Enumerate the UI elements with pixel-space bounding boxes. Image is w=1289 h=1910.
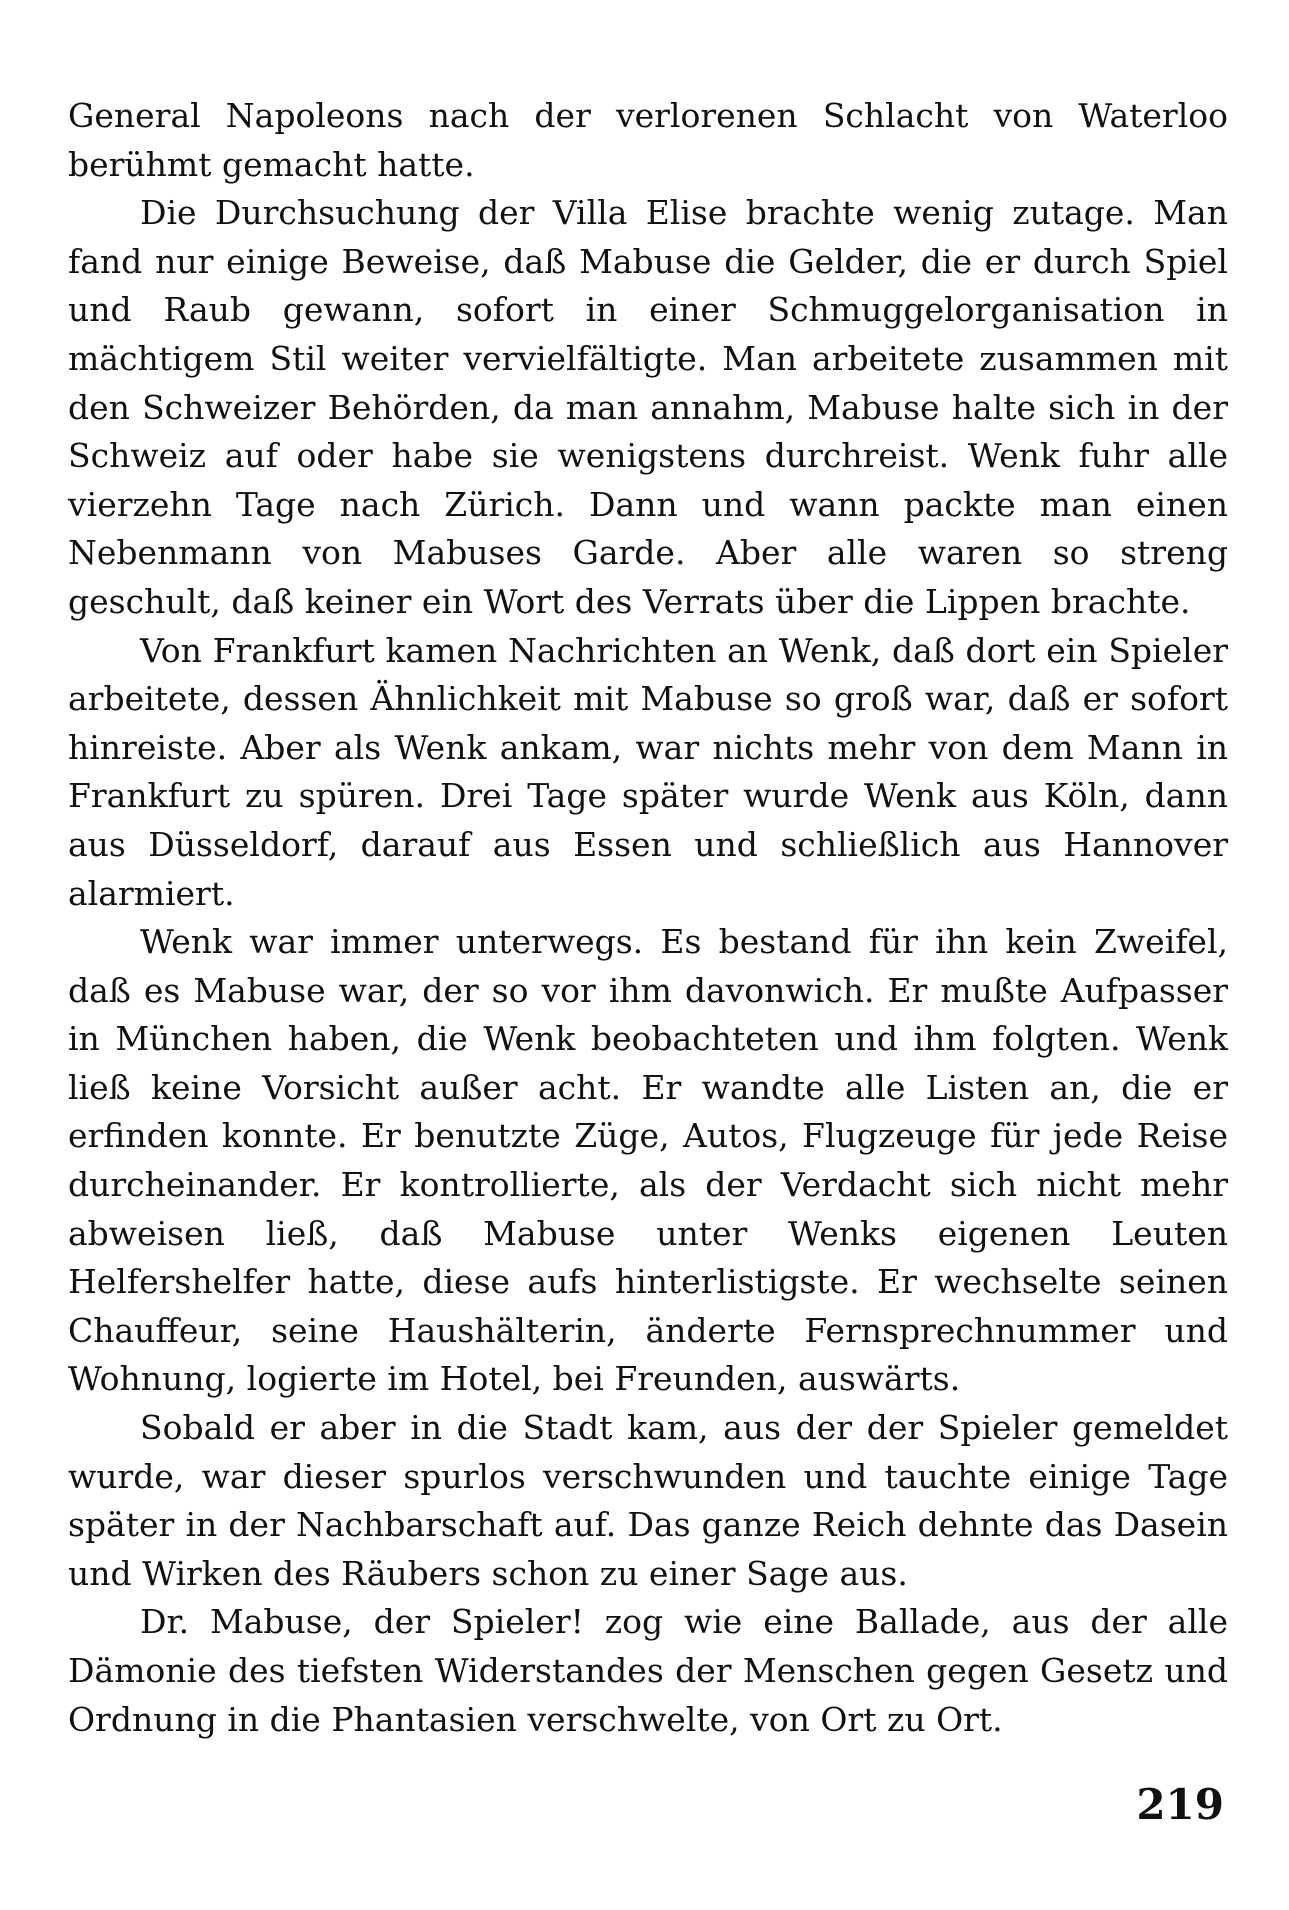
paragraph-5: Sobald er aber in die Stadt kam, aus der der Spieler gemeldet wurde, war dieser spurlos verschwunden und tauchte einige Tage später in der Nachbarschaft auf. Das ganze Reich dehnte das Dasein und Wirken des Räubers schon zu einer Sage aus. bbox=[68, 1408, 1228, 1593]
body-text bbox=[68, 92, 1228, 1744]
paragraph-6: Dr. Mabuse, der Spieler! zog wie eine Ballade, aus der alle Dämonie des tiefsten Widerstandes der Menschen gegen Gesetz und Ordnung in die Phantasien verschwelte, von Ort zu Ort. bbox=[68, 1602, 1228, 1739]
paragraph-3: Von Frankfurt kamen Nachrichten an Wenk, daß dort ein Spieler arbeitete, dessen Ähnlichkeit mit Mabuse so groß war, daß er sofort hinreiste. Aber als Wenk ankam, war nichts mehr von dem Mann in Frankfurt zu spüren. Drei Tage später wurde Wenk aus Köln, dann aus Düsseldorf, darauf aus Essen und schließlich aus Hannover alarmiert. bbox=[68, 630, 1228, 913]
paragraph-2: Die Durchsuchung der Villa Elise brachte wenig zutage. Man fand nur einige Beweise, daß Mabuse die Gelder, die er durch Spiel und Raub gewann, sofort in einer Schmuggelorganisation in mächtigem Stil weiter vervielfältigte. Man arbeitete zusammen mit den Schweizer Behörden, da man annahm, Mabuse halte sich in der Schweiz auf oder habe sie wenigstens durchreist. Wenk fuhr alle vierzehn Tage nach Zürich. Dann und wann packte man einen Nebenmann von Mabuses Garde. Aber alle waren so streng geschult, daß keiner ein Wort des Verrats über die Lippen brachte. bbox=[68, 193, 1228, 621]
book-page bbox=[68, 92, 1228, 1892]
paragraph-1: General Napoleons nach der verlorenen Schlacht von Waterloo berühmt gemacht hatte. bbox=[68, 96, 1228, 184]
paragraph-4: Wenk war immer unterwegs. Es bestand für ihn kein Zweifel, daß es Mabuse war, der so vor ihm davonwich. Er mußte Aufpasser in München haben, die Wenk beobachteten und ihm folgten. Wenk ließ keine Vorsicht außer acht. Er wandte alle Listen an, die er erfinden konnte. Er benutzte Züge, Autos, Flugzeuge für jede Reise durcheinander. Er kontrollierte, als der Verdacht sich nicht mehr abweisen ließ, daß Mabuse unter Wenks eigenen Leuten Helfershelfer hatte, diese aufs hinterlistigste. Er wechselte seinen Chauffeur, seine Haushälterin, änderte Fernsprechnummer und Wohnung, logierte im Hotel, bei Freunden, auswärts. bbox=[68, 922, 1228, 1399]
page-number: 219 bbox=[1136, 1780, 1224, 1829]
